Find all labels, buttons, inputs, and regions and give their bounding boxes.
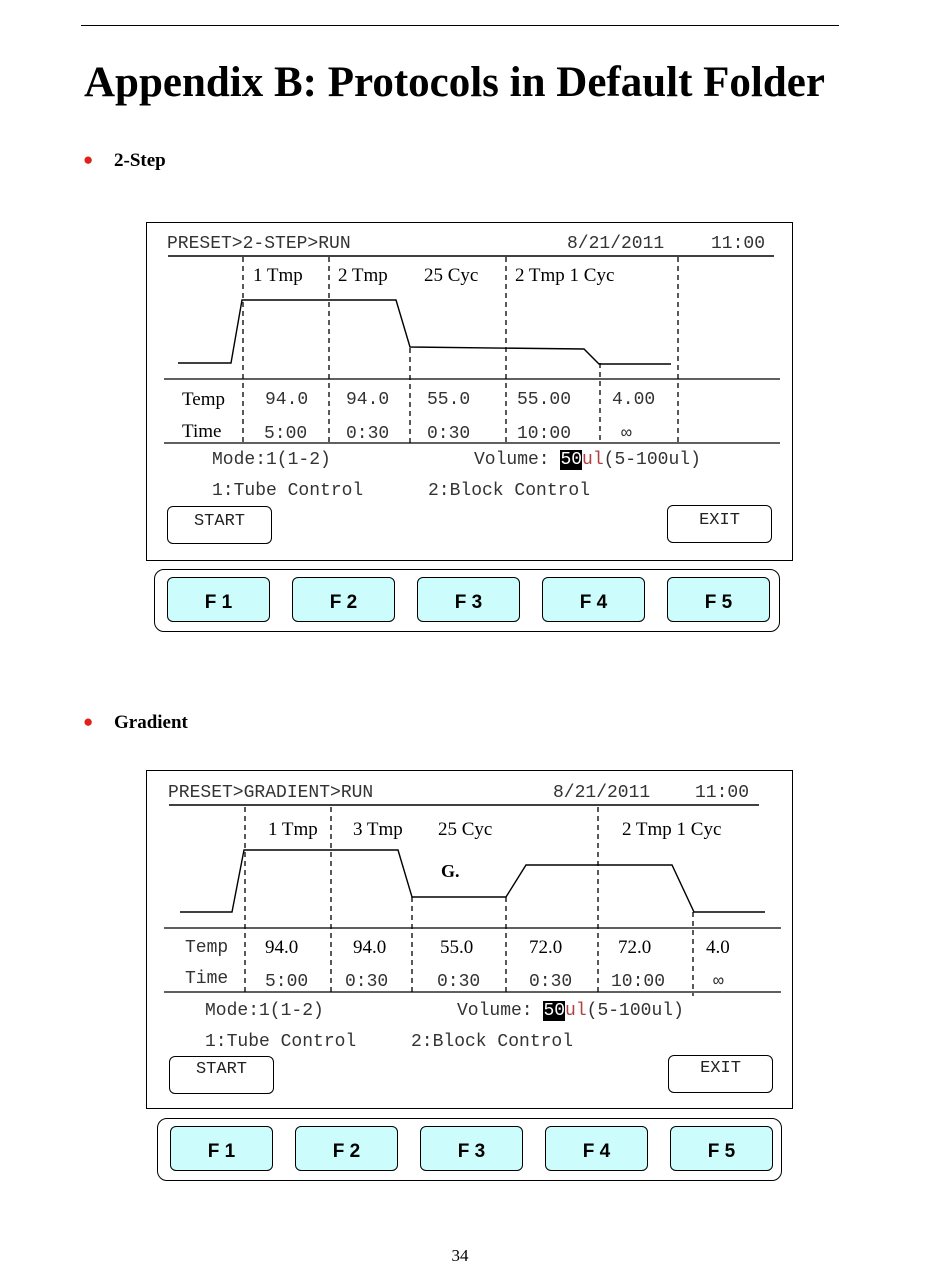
time-value: 10:00 [517, 424, 572, 444]
f3-key[interactable]: F 3 [417, 577, 520, 622]
volume-label: Volume: [474, 450, 550, 470]
bullet-dot: ● [83, 712, 94, 731]
time-value: 0:30 [529, 972, 573, 992]
volume-label: Volume: [457, 1001, 533, 1021]
temp-value: 55.0 [440, 937, 474, 958]
block-control-option[interactable]: 2:Block Control [428, 481, 591, 501]
temp-value: 4.0 [706, 937, 730, 958]
gradient-marker: G. [441, 861, 460, 881]
breadcrumb: PRESET>GRADIENT>RUN [168, 783, 374, 803]
start-button[interactable]: START [167, 506, 272, 544]
volume-unit: ul [565, 1001, 587, 1021]
time-label: Time [185, 969, 229, 989]
time-value: 0:30 [427, 424, 471, 444]
section-heading-gradient: Gradient [114, 712, 188, 733]
temp-value: 94.0 [265, 390, 309, 410]
temp-value: 55.0 [427, 390, 471, 410]
clock: 11:00 [711, 234, 766, 254]
volume-value[interactable]: 50 [560, 450, 583, 470]
f5-key[interactable]: F 5 [667, 577, 770, 622]
function-key-panel-gradient [157, 1118, 782, 1181]
date: 8/21/2011 [553, 783, 651, 803]
start-button[interactable]: START [169, 1056, 274, 1094]
f3-key[interactable]: F 3 [420, 1126, 523, 1171]
time-value: 0:30 [437, 972, 481, 992]
segment-label: 2 Tmp 1 Cyc [515, 265, 615, 286]
breadcrumb: PRESET>2-STEP>RUN [167, 234, 351, 254]
temp-value: 94.0 [346, 390, 390, 410]
time-value: 0:30 [345, 972, 389, 992]
temp-value: 4.00 [612, 390, 656, 410]
time-value: 0:30 [346, 424, 390, 444]
date: 8/21/2011 [567, 234, 665, 254]
segment-label: 2 Tmp 1 Cyc [622, 819, 722, 840]
f1-key[interactable]: F 1 [170, 1126, 273, 1171]
segment-label: 2 Tmp [338, 265, 388, 286]
exit-button[interactable]: EXIT [667, 505, 772, 543]
volume-setting[interactable] [457, 1001, 684, 1021]
mode-setting[interactable]: Mode:1(1-2) [212, 450, 331, 470]
f5-key[interactable]: F 5 [670, 1126, 773, 1171]
temp-label: Temp [182, 389, 225, 410]
time-value: 10:00 [611, 972, 666, 992]
temp-value: 94.0 [265, 937, 299, 958]
f2-key[interactable]: F 2 [295, 1126, 398, 1171]
temp-label: Temp [185, 938, 229, 958]
section-heading-2step: 2-Step [114, 150, 166, 171]
temp-value: 94.0 [353, 937, 387, 958]
f4-key[interactable]: F 4 [542, 577, 645, 622]
block-control-option[interactable]: 2:Block Control [411, 1032, 574, 1052]
volume-value[interactable]: 50 [543, 1001, 566, 1021]
temp-value: 55.00 [517, 390, 572, 410]
top-rule [81, 25, 839, 26]
tube-control-option[interactable]: 1:Tube Control [212, 481, 364, 501]
time-value: 5:00 [265, 972, 309, 992]
f4-key[interactable]: F 4 [545, 1126, 648, 1171]
exit-button[interactable]: EXIT [668, 1055, 773, 1093]
bullet-gradient [83, 712, 93, 732]
volume-range: (5-100ul) [586, 1001, 684, 1021]
page-number: 34 [451, 1246, 469, 1265]
segment-label: 1 Tmp [268, 819, 318, 840]
function-key-panel-2step [154, 569, 780, 632]
segment-label: 3 Tmp [353, 819, 403, 840]
tube-control-option[interactable]: 1:Tube Control [205, 1032, 357, 1052]
time-value: ∞ [713, 972, 724, 992]
bullet-dot: ● [83, 150, 94, 169]
lcd-screen-gradient [146, 770, 793, 1109]
lcd-screen-2step [146, 222, 793, 561]
volume-unit: ul [582, 450, 604, 470]
page-title: Appendix B: Protocols in Default Folder [84, 59, 825, 106]
volume-range: (5-100ul) [603, 450, 701, 470]
temp-value: 72.0 [529, 937, 563, 958]
volume-setting[interactable] [474, 450, 701, 470]
mode-setting[interactable]: Mode:1(1-2) [205, 1001, 324, 1021]
segment-label: 25 Cyc [424, 265, 479, 286]
f2-key[interactable]: F 2 [292, 577, 395, 622]
f1-key[interactable]: F 1 [167, 577, 270, 622]
bullet-2step [83, 150, 93, 170]
time-value: ∞ [621, 424, 632, 444]
segment-label: 1 Tmp [253, 265, 303, 286]
time-value: 5:00 [264, 424, 308, 444]
clock: 11:00 [695, 783, 750, 803]
segment-label: 25 Cyc [438, 819, 493, 840]
time-label: Time [182, 421, 222, 442]
temp-value: 72.0 [618, 937, 652, 958]
